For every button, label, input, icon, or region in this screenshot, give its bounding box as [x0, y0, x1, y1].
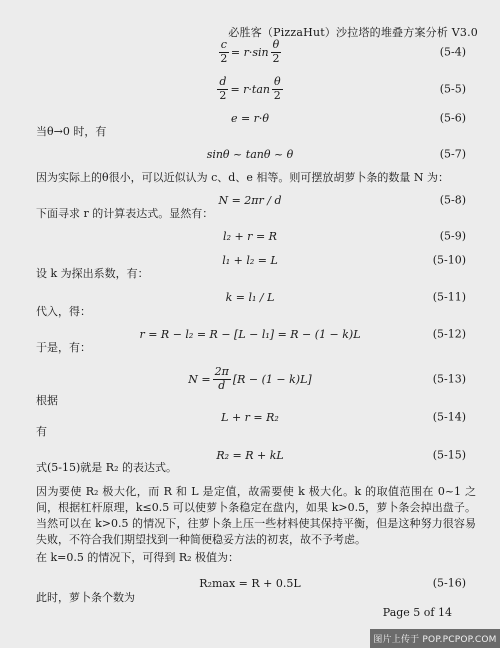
paragraph: 当θ→0 时，有 [36, 125, 107, 138]
equation-5-11: k = l₁ / L (5-11) [225, 290, 466, 304]
paragraph: 在 k=0.5 的情况下，可得到 R₂ 极值为： [36, 551, 240, 564]
equation-5-10: l₁ + l₂ = L (5-10) [222, 253, 466, 267]
equation-5-14: L + r = R₂ (5-14) [221, 410, 466, 424]
paragraph: 因为实际上的θ很小，可以近似认为 c、d、e 相等。则可摆放胡萝卜条的数量 N 为： [36, 171, 449, 184]
equation-number: (5-8) [439, 193, 466, 207]
equation-5-4: $\frac{c}{2}$ = r·sin $\frac{\theta}{2}$ (5-4) [220, 38, 466, 65]
fraction-d-over-2: $\frac{d}{2}$ [219, 75, 227, 102]
paragraph: 因为要使 R₂ 极大化，而 R 和 L 是定值，故需要使 k 极大化。k 的取值范围在 0~1 之间，根据杠杆原理，k≤0.5 可以使萝卜条稳定在盘内，如果 k>0.5，萝卜条会掉出盘子。当然可以在 k>0.5 的情况下，往萝卜条上压一些材料使其保持平衡，但是这种努力很容易失败，不符合我们期望找到一种简便稳妥方法的初衷，故不予考虑。 [36, 485, 476, 546]
equation-5-15: R₂ = R + kL (5-15) [216, 448, 466, 462]
paragraph: 代入，得： [36, 305, 91, 318]
page-number: Page 5 of 14 [382, 606, 452, 619]
equation-number: (5-14) [432, 410, 466, 424]
equation-number: (5-5) [439, 82, 466, 96]
equation-number: (5-6) [439, 111, 466, 125]
equation-number: (5-9) [439, 229, 466, 243]
page-header: 必胜客（PizzaHut）沙拉塔的堆叠方案分析 V3.0 [228, 26, 478, 39]
equation-5-5: $\frac{d}{2}$ = r·tan $\frac{\theta}{2}$ (5-5) [219, 75, 466, 102]
equation-5-6: e = r·θ (5-6) [230, 111, 466, 125]
equation-number: (5-16) [432, 576, 466, 590]
equation-number: (5-12) [432, 327, 466, 341]
equation-5-16: R₂max = R + 0.5L (5-16) [199, 576, 466, 590]
fraction-2pi-over-d: $\frac{2\pi}{d}$ [214, 365, 229, 392]
fraction-theta-over-2: $\frac{\theta}{2}$ [272, 38, 280, 65]
paragraph: 式(5-15)就是 R₂ 的表达式。 [36, 461, 177, 474]
equation-5-9: l₂ + r = R (5-9) [223, 229, 466, 243]
paragraph: 此时，萝卜条个数为 [36, 591, 135, 604]
equation-5-13: N = $\frac{2\pi}{d}$ [R − (1 − k)L] (5-13) [188, 365, 466, 392]
equation-number: (5-15) [432, 448, 466, 462]
equation-number: (5-10) [432, 253, 466, 267]
fraction-theta-over-2: $\frac{\theta}{2}$ [273, 75, 281, 102]
equation-number: (5-7) [439, 147, 466, 161]
equation-number: (5-13) [432, 372, 466, 386]
equation-5-7: sinθ ~ tanθ ~ θ (5-7) [206, 147, 466, 161]
equation-5-12: r = R − l₂ = R − [L − l₁] = R − (1 − k)L (5-12) [139, 327, 466, 341]
paragraph: 有 [36, 425, 47, 438]
paragraph: 根据 [36, 394, 58, 407]
equation-5-8: N = 2πr / d (5-8) [218, 193, 466, 207]
equation-number: (5-4) [439, 45, 466, 59]
paragraph: 于是，有： [36, 341, 91, 354]
fraction-c-over-2: $\frac{c}{2}$ [220, 38, 228, 65]
upload-watermark: 图片上传于 POP.PCPOP.COM [370, 629, 500, 648]
paragraph: 下面寻求 r 的计算表达式。显然有： [36, 207, 214, 220]
equation-number: (5-11) [432, 290, 466, 304]
paragraph: 设 k 为探出系数，有： [36, 267, 149, 280]
